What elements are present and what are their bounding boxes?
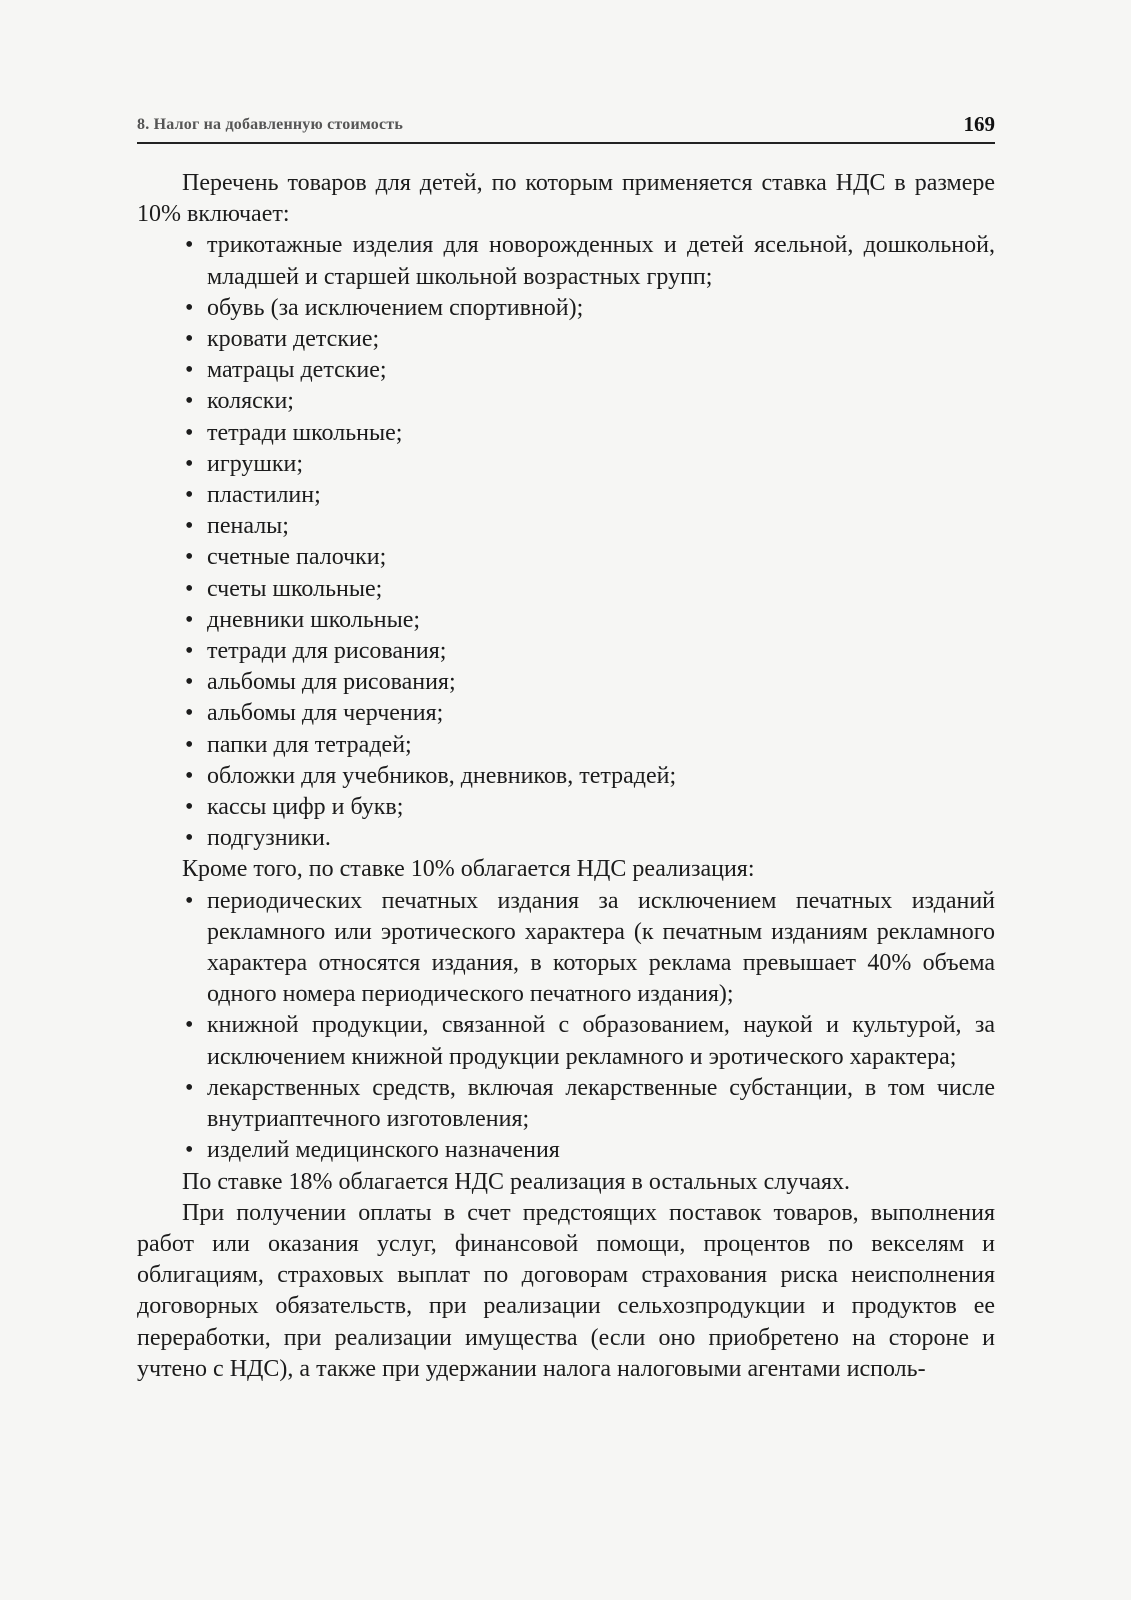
chapter-title: 8. Налог на добавленную стоимость	[137, 116, 403, 133]
page-body	[137, 168, 995, 1385]
list-item: • пластилин;	[137, 480, 995, 511]
bullet-icon: •	[185, 638, 194, 665]
bullet-icon: •	[185, 887, 194, 914]
list-item: • игрушки;	[137, 449, 995, 480]
page-number: 169	[963, 112, 995, 136]
running-header	[137, 112, 995, 144]
bullet-icon: •	[185, 794, 194, 821]
also-intro-paragraph: Кроме того, по ставке 10% облагается НДС реализация:	[182, 856, 755, 883]
bullet-icon: •	[185, 1137, 194, 1164]
list-item: • кассы цифр и букв;	[137, 792, 995, 823]
rate18-paragraph: По ставке 18% облагается НДС реализация в остальных случаях.	[182, 1168, 851, 1195]
list-item: • дневники школьные;	[137, 605, 995, 636]
final-paragraph: При получении оплаты в счет предстоящих поставок товаров, выполнения работ или оказания услуг, финансовой помощи, процентов по векселям и облигациям, страховых выплат по договорам страхования риска неисполнения договорных обязательств, при реализации сельхозпродукции и продуктов ее переработки, при реализации имущества (если оно приобретено на стороне и учтено с НДС), а также при удержании налога налоговыми агентами исполь-	[137, 1199, 995, 1382]
bullet-icon: •	[185, 762, 194, 789]
list-item: • альбомы для рисования;	[137, 667, 995, 698]
list-item: • подгузники.	[137, 823, 995, 854]
bullet-icon: •	[185, 326, 194, 353]
bullet-icon: •	[185, 575, 194, 602]
bullet-icon: •	[185, 419, 194, 446]
list-item: • тетради для рисования;	[137, 636, 995, 667]
list-item: • счеты школьные;	[137, 574, 995, 605]
list-item: • пеналы;	[137, 511, 995, 542]
bullet-icon: •	[185, 1074, 194, 1101]
list-item: • матрацы детские;	[137, 355, 995, 386]
bullet-icon: •	[185, 450, 194, 477]
bullet-icon: •	[185, 357, 194, 384]
list-item: • периодических печатных издания за исключением печатных изданий рекламного или эротического характера (к печатным изданиям рекламного характера относятся издания, в которых реклама превышает 40% объема одного номера периодического печатного издания);	[185, 887, 995, 1008]
list-item: • трикотажные изделия для новорожденных и детей ясельной, дошкольной, младшей и старшей школьной возрастных групп;	[185, 232, 995, 290]
list-item: • альбомы для черчения;	[137, 698, 995, 729]
list-item: • книжной продукции, связанной с образованием, наукой и культурой, за исключением книжной продукции рекламного и эротического характера;	[185, 1012, 995, 1070]
list-item: • счетные палочки;	[137, 542, 995, 573]
list-item: • коляски;	[137, 386, 995, 417]
bullet-icon: •	[185, 294, 194, 321]
bullet-icon: •	[185, 825, 194, 852]
bullet-icon: •	[185, 388, 194, 415]
intro-paragraph: Перечень товаров для детей, по которым применяется ставка НДС в размере 10% включает:	[137, 170, 995, 228]
bullet-icon: •	[185, 482, 194, 509]
list-item: • лекарственных средств, включая лекарственные субстанции, в том числе внутриаптечного изготовления;	[185, 1074, 995, 1133]
bullet-icon: •	[185, 1012, 194, 1039]
bullet-icon: •	[185, 232, 194, 259]
also-list	[137, 886, 995, 1167]
list-item: • папки для тетрадей;	[137, 730, 995, 761]
bullet-icon: •	[185, 513, 194, 540]
list-item: • изделий медицинского назначения	[137, 1135, 995, 1166]
children-goods-list	[137, 230, 995, 854]
list-item: • тетради школьные;	[137, 418, 995, 449]
list-item: • обложки для учебников, дневников, тетрадей;	[137, 761, 995, 792]
bullet-icon: •	[185, 544, 194, 571]
list-item: • обувь (за исключением спортивной);	[137, 293, 995, 324]
list-item: • кровати детские;	[137, 324, 995, 355]
bullet-icon: •	[185, 606, 194, 633]
bullet-icon: •	[185, 700, 194, 727]
bullet-icon: •	[185, 731, 194, 758]
bullet-icon: •	[185, 669, 194, 696]
